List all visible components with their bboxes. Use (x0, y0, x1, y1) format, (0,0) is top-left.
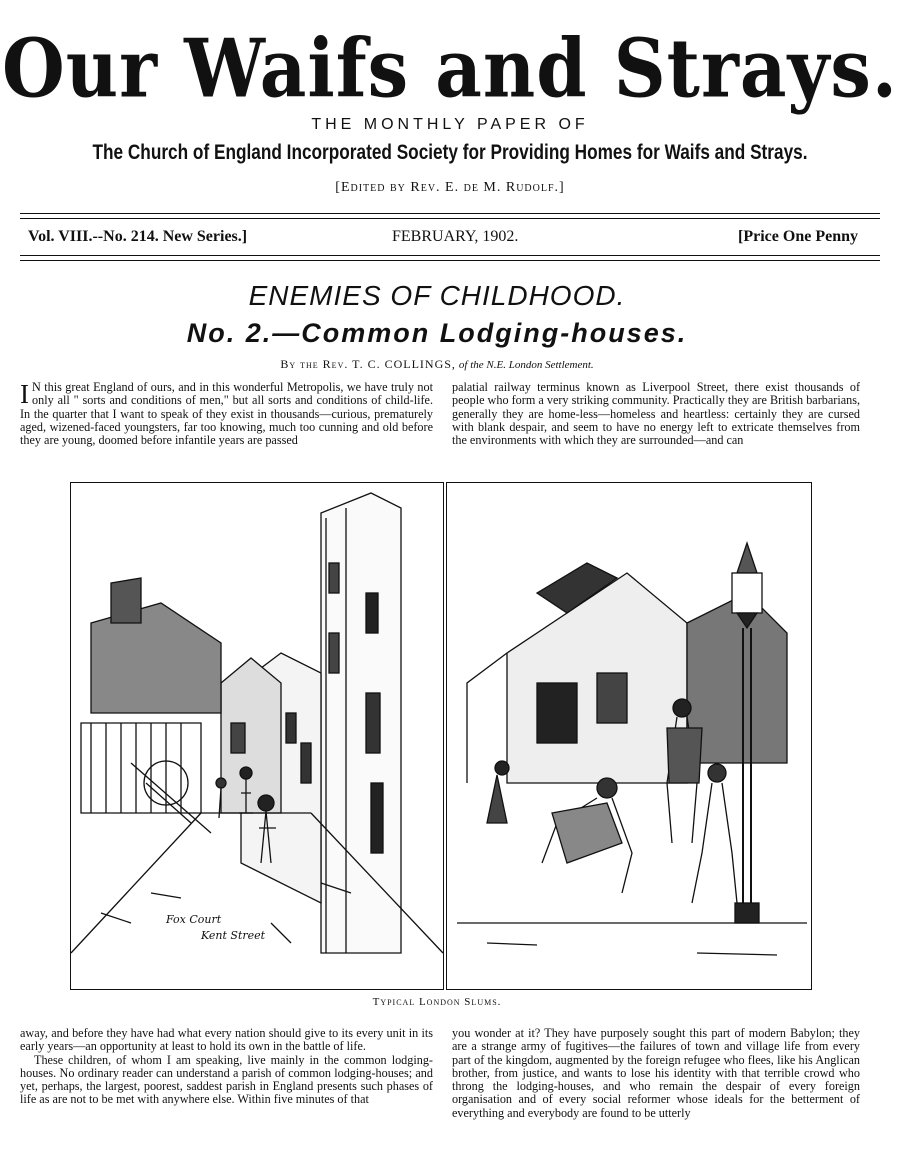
illustration-caption: Typical London Slums. (372, 996, 502, 1008)
society-name: The Church of England Incorporated Society for Providing Homes for Waifs and Strays. (92, 141, 808, 164)
article-byline (0, 357, 874, 372)
article-subhead: No. 2.—Common Lodging-houses. (186, 318, 688, 348)
col2-bottom-text: you wonder at it? They have purposely sought this part of modern Babylon; they are a strange army of fugitives—the failures of town and village life from every part of the kingdom, augmented by the foreign refugee who flees, like his Anglican brother, from justice, and wants to lose his identity with that terrible crowd who throng the lodging-houses, and who remain the despair of every foreign organisation and of every social reformer whose ideals for the betterment of everything and everybody are found to be utterly (452, 1027, 860, 1120)
top-rule-1 (20, 213, 880, 214)
issue-price: [Price One Penny (738, 228, 858, 245)
issue-volume: Vol. VIII.--No. 214. New Series.] (28, 228, 248, 245)
col1-bottom-p2: These children, of whom I am speaking, live mainly in the common lodging-houses. No ordinary reader can understand a parish of common lodging-houses; and yet, perhaps, the largest, poorest, saddest parish in England presents such phases of life as are not to be met with anywhere else. Within five minutes of that (20, 1052, 433, 1107)
column-2-bottom (452, 1027, 860, 1157)
column-1-top (20, 381, 433, 465)
illustration-left (70, 482, 444, 990)
issue-date: FEBRUARY, 1902. (392, 228, 519, 245)
col2-top-text: palatial railway terminus known as Liverpool Street, there exist thousands of people who form a very striking community. Practically they are British barbarians, generally they are home-less—homeless and heartless: certainly they are cursed with blank despair, and seem to have no energy left to extricate themselves from the environments with which they are surrounded—and can (452, 381, 860, 448)
masthead-title: Our Waifs and Strays. (2, 20, 898, 116)
lamp-sketch-svg (447, 483, 811, 989)
top-rule-2 (20, 218, 880, 219)
byline-author: By the Rev. T. C. COLLINGS, (280, 357, 456, 371)
editor-credit: [Edited by Rev. E. de M. Rudolf.] (335, 180, 565, 195)
byline-affiliation: of the N.E. London Settlement. (458, 359, 594, 371)
drop-cap: I (20, 381, 29, 409)
street-sketch-svg (71, 483, 443, 989)
paper-subtitle: THE MONTHLY PAPER OF (311, 116, 589, 133)
article-headline: ENEMIES OF CHILDHOOD. (248, 280, 626, 311)
bottom-rule-1 (20, 255, 880, 256)
column-2-top (452, 381, 860, 465)
bottom-rule-2 (20, 260, 880, 261)
sketch-label-line2: Kent Street (201, 929, 266, 942)
column-1-bottom (20, 1027, 433, 1157)
illustration-right (446, 482, 812, 990)
sketch-label-line1: Fox Court (166, 913, 222, 926)
col1-top-text: N this great England of ours, and in this wonderful Metropolis, we have truly not only all " sorts and conditions of men," but all sorts and conditions of child-life. In the quarter that I want to speak of they exist in thousands—curious, prematurely aged, wizened-faced youngsters, far too knowing, much too cunning and old before they are young, doomed before infantile years are passed (20, 381, 433, 448)
col1-bottom-p1: away, and before they have had what every nation should give to its every unit in its early years—an opportunity at least to hold its own in the battle of life. (20, 1027, 433, 1054)
